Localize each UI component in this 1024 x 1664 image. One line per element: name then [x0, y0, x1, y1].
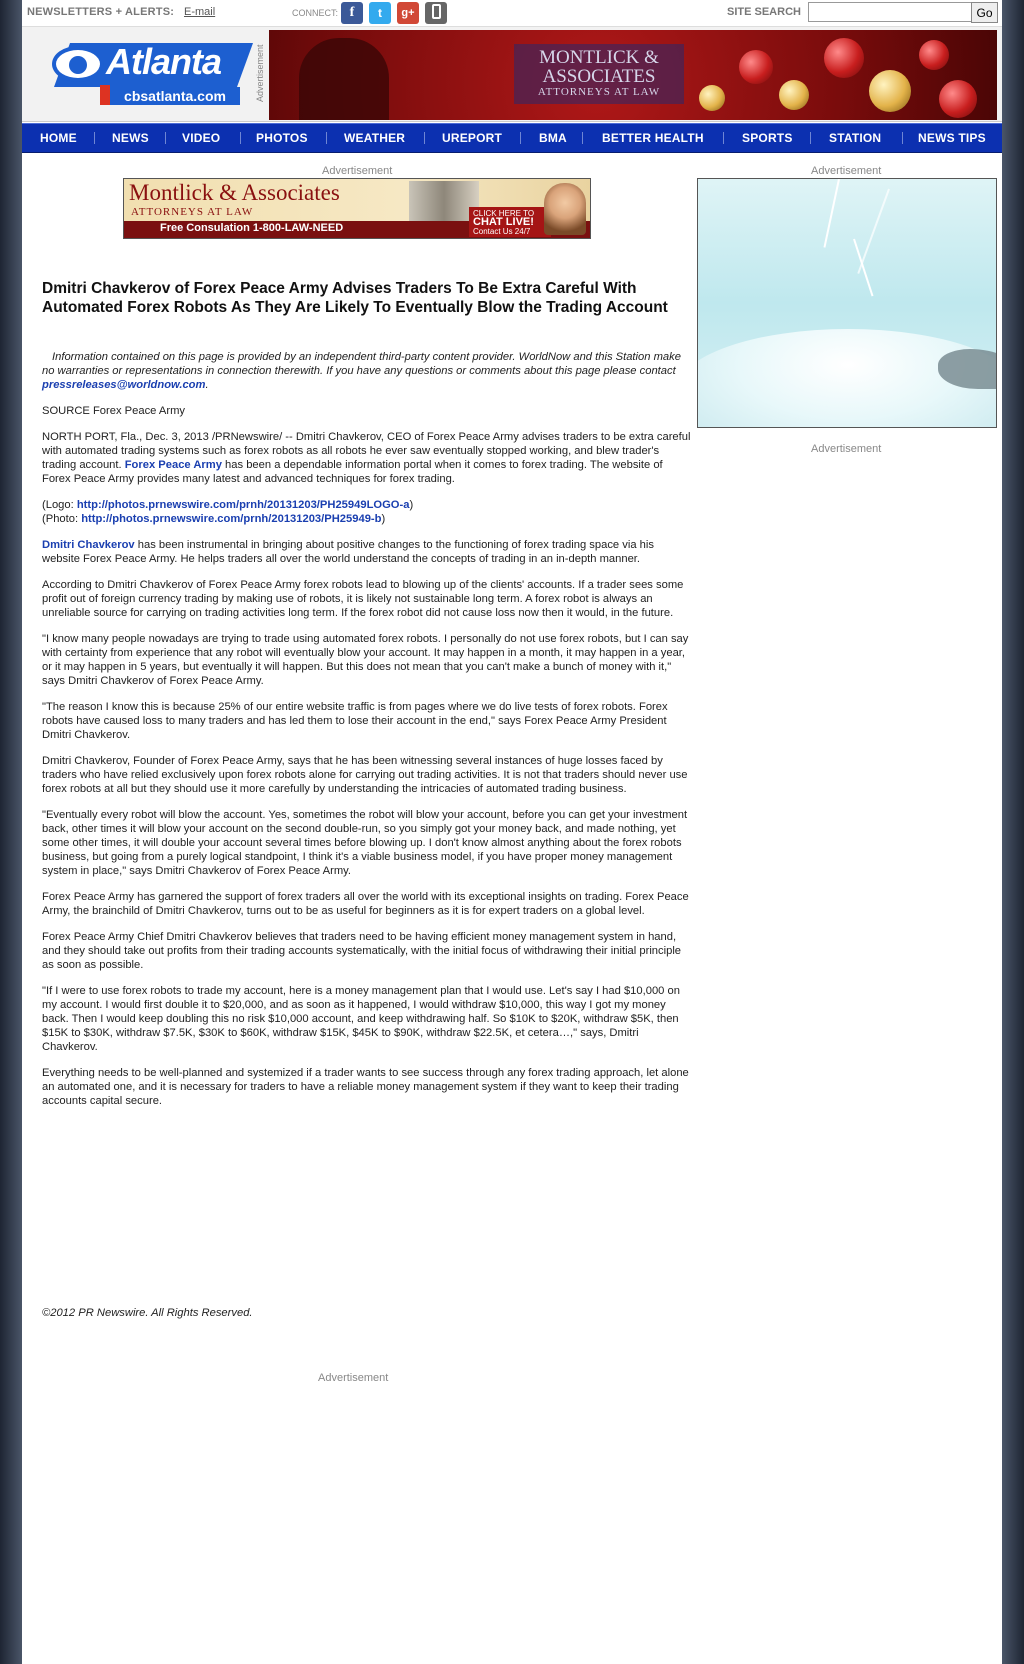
site-header [22, 27, 1002, 122]
newsletters-label: NEWSLETTERS + ALERTS: [27, 6, 175, 18]
ornament-icon [699, 85, 725, 111]
paragraph: Dmitri Chavkerov has been instrumental in bringing about positive changes to the functioning of forex trading space via his website Forex Peace Army. He helps traders all over the world understand the concepts of trading in an in-depth manner. [42, 539, 654, 565]
logo-photo-link[interactable]: http://photos.prnewswire.com/prnh/20131203/PH25949LOGO-a [76, 499, 410, 511]
ad-brand: Montlick & Associates [129, 180, 340, 205]
page [22, 0, 1002, 1664]
banner-brand: MONTLICK & ASSOCIATES ATTORNEYS AT LAW [514, 44, 684, 104]
paragraph: "If I were to use forex robots to trade my account, here is a money management plan that I would use. Let's say I had $10,000 on my account. I would first double it to $20,000, and as soon as it happened, I would withdraw $10,000, this way I got my money back. Then I would keep doubling this no risk $10,000 account, and keep withdrawing half. So $10K to $20K, withdraw $5K, then $15K to $30K, withdraw $7.5K, $30K to $60K, withdraw $15K, $45K to $90K, withdraw $22.5K, et cetera…," says, Dmitri Chavkerov. [42, 985, 680, 1053]
connect-label: CONNECT: [292, 8, 339, 18]
forex-peace-army-link[interactable]: Forex Peace Army [124, 459, 222, 471]
header-ad-label: Advertisement [255, 44, 265, 102]
copyright: ©2012 PR Newswire. All Rights Reserved. [42, 1307, 253, 1319]
paragraph: According to Dmitri Chavkerov of Forex Peace Army forex robots lead to blowing up of the clients' accounts. If a trader sees some profit out of foreign currency trading by making use of robots, it is likely not sustainable long term. A forex robot is always an unreliable source for carrying on trading activities long term. If the forex robot did not cause loss now then it would, in the future. [42, 579, 684, 619]
cbs-atlanta-logo[interactable] [40, 41, 245, 107]
photo-link[interactable]: http://photos.prnewswire.com/prnh/20131203/PH25949-b [81, 513, 382, 525]
source-line: SOURCE Forex Peace Army [42, 405, 185, 417]
google-plus-icon[interactable]: g+ [397, 2, 419, 24]
paragraph: "Eventually every robot will blow the account. Yes, sometimes the robot will blow your account, before you can get your investment back, other times it will blow your account on the second double-run, so you simply got your money back, and made nothing, yet some other times, it will double your account several times before blowing up. I don't know almost anything about the forex robots business, but going from a purely logical standpoint, I think it's a viable business model, if you have proper money management system in place," says Dmitri Chavkerov of Forex Peace Army. [42, 809, 688, 877]
ad-tagline: ATTORNEYS AT LAW [131, 206, 254, 218]
nav-item-home[interactable]: HOME [40, 131, 77, 145]
left-ad-label: Advertisement [322, 165, 393, 177]
nav-item-sports[interactable]: SPORTS [742, 131, 793, 145]
ad-operator-image [544, 183, 586, 235]
right-ad-label-bottom: Advertisement [811, 443, 882, 455]
ornament-icon [824, 38, 864, 78]
top-utility-bar [22, 0, 1002, 27]
disclaimer: Information contained on this page is provided by an independent third-party content provider. WorldNow and this Station make no warranties or representations in connection therewith. If you have any questions or comments about this page please contact pressreleases@worldnow.com. [42, 351, 681, 391]
right-ad-label: Advertisement [811, 165, 882, 177]
dmitri-chavkerov-link[interactable]: Dmitri Chavkerov [42, 539, 135, 551]
main-nav [22, 123, 1002, 153]
ornament-icon [939, 80, 977, 118]
nav-item-weather[interactable]: WEATHER [344, 131, 406, 145]
nav-item-photos[interactable]: PHOTOS [256, 131, 308, 145]
ad-phone: Free Consulation 1-800-LAW-NEED [160, 222, 344, 234]
nav-item-video[interactable]: VIDEO [182, 131, 221, 145]
article-headline: Dmitri Chavkerov of Forex Peace Army Advises Traders To Be Extra Careful With Automated Forex Robots As They Are Likely To Eventually Blow the Trading Account [42, 280, 668, 316]
soldier-silhouette [299, 38, 389, 120]
mobile-icon[interactable] [425, 2, 447, 24]
nav-item-better-health[interactable]: BETTER HEALTH [602, 131, 704, 145]
paragraph: Dmitri Chavkerov, Founder of Forex Peace Army, says that he has been witnessing several instances of huge losses faced by traders who have relied exclusively upon forex robots alone for carrying out trading activities. It is not that traders should never use forex robots at all but they should use it more carefully by understanding the intricacies of automated trading business. [42, 755, 688, 795]
right-ad-image[interactable] [697, 178, 997, 428]
paragraph: "I know many people nowadays are trying to trade using automated forex robots. I personally do not use forex robots, but I can say with certainty from experience that any robot will eventually blow your account. It may happen in a month, it may happen in a year, or it may happen in 5 years, but eventually it will happen. But this does not mean that you can't make a bunch of money with it," says Dmitri Chavkerov of Forex Peace Army. [42, 633, 689, 687]
logo-url-text: cbsatlanta.com [110, 87, 240, 105]
ornament-icon [739, 50, 773, 84]
paragraph: Everything needs to be well-planned and systemized if a trader wants to see success through any forex trading approach, let alone an automated one, and it is necessary for traders to have a reliable money management system if they want to keep their trading accounts capital secure. [42, 1067, 689, 1107]
media-links: (Logo: http://photos.prnewswire.com/prnh/20131203/PH25949LOGO-a) (Photo: http://photos.prnewswire.com/prnh/20131203/PH25949-b) [42, 499, 414, 525]
nav-item-ureport[interactable]: UREPORT [442, 131, 503, 145]
disclaimer-email-link[interactable]: pressreleases@worldnow.com [42, 379, 206, 391]
nav-item-station[interactable]: STATION [829, 131, 882, 145]
ornament-icon [919, 40, 949, 70]
search-go-button[interactable]: Go [971, 2, 998, 23]
site-search-label: SITE SEARCH [727, 6, 801, 18]
paragraph: Forex Peace Army Chief Dmitri Chavkerov believes that traders need to be having efficient money management system in hand, and they should take out profits from their trading accounts systematically, with the initial focus of withdrawing their initial principle as soon as possible. [42, 931, 682, 971]
ornament-icon [779, 80, 809, 110]
ornament-icon [869, 70, 911, 112]
nav-item-bma[interactable]: BMA [539, 131, 567, 145]
logo-city-text: Atlanta [106, 41, 222, 82]
cbs-eye-icon [52, 46, 104, 82]
article-body [42, 350, 694, 1120]
search-input[interactable] [808, 2, 972, 22]
nav-item-news-tips[interactable]: NEWS TIPS [918, 131, 986, 145]
facebook-icon[interactable]: f [341, 2, 363, 24]
header-banner-ad[interactable] [269, 30, 997, 120]
bottom-ad-label: Advertisement [318, 1372, 389, 1384]
twitter-icon[interactable]: t [369, 2, 391, 24]
nav-item-news[interactable]: NEWS [112, 131, 149, 145]
paragraph: Forex Peace Army has garnered the support of forex traders all over the world with its exceptional insights on trading. Forex Peace Army, the brainchild of Dmitri Chavkerov, turns out to be as useful for beginners as it is for expert traders on a global level. [42, 891, 689, 917]
paragraph: NORTH PORT, Fla., Dec. 3, 2013 /PRNewswire/ -- Dmitri Chavkerov, CEO of Forex Peace Army advises traders to be extra careful with automated trading systems such as forex robots as all robots he ever saw eventually stopped working, and blew trader's trading account. Forex Peace Army has been a dependable information portal when it comes to forex trading. The website of Forex Peace Army provides many latest and advanced techniques for forex trading. [42, 431, 691, 485]
montlick-ad-banner[interactable] [123, 178, 591, 239]
email-alerts-link[interactable]: E-mail [184, 6, 216, 18]
paragraph: "The reason I know this is because 25% of our entire website traffic is from pages where we do live tests of forex robots. Forex robots have caused loss to many traders and has led them to lose their account in the end," says Forex Peace Army President Dmitri Chavkerov. [42, 701, 668, 741]
chat-live-button[interactable]: CLICK HERE TO CHAT LIVE! Contact Us 24/7 [469, 207, 551, 237]
